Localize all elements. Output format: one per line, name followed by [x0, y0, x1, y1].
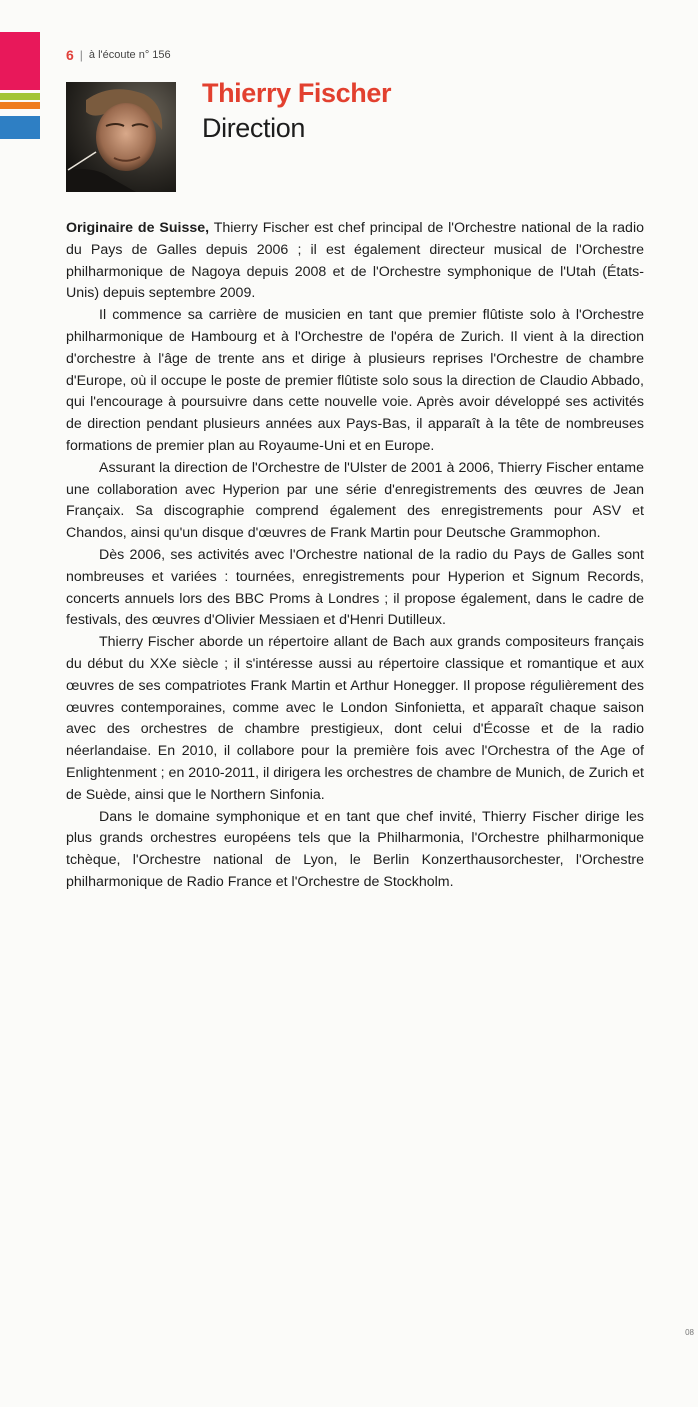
- color-stripe-pink: [0, 32, 40, 90]
- bio-paragraph-1-text: Thierry Fischer est chef principal de l'Orchestre national de la radio du Pays de Galles depuis 2006 ; il est également directeur musical de l'Orchestre philharmonique de Nagoya depuis 2008 et de l'Orchestre symphonique de l'Utah (États-Unis) depuis septembre 2009.: [66, 220, 644, 302]
- bio-paragraph-6: Dans le domaine symphonique et en tant que chef invité, Thierry Fischer dirige les plus grands orchestres européens tels que la Philharmonia, l'Orchestre philharmonique tchèque, l'Orchestre national de Lyon, le Berlin Konzerthausorchester, l'Orchestre philharmonique de Radio France et l'Orchestre de Stockholm.: [66, 808, 644, 890]
- margin-mark: 08: [685, 1328, 694, 1337]
- header-separator: |: [79, 48, 83, 62]
- bio-lead: Originaire de Suisse,: [66, 220, 210, 236]
- color-stripe-blue: [0, 116, 40, 139]
- artist-role: Direction: [202, 113, 305, 143]
- page-number: 6: [66, 47, 74, 63]
- artist-name: Thierry Fischer: [202, 78, 392, 108]
- bio-paragraph-5: Thierry Fischer aborde un répertoire allant de Bach aux grands compositeurs français du début du XXe siècle ; il s'intéresse aussi au répertoire classique et romantique et aux œuvres de ses compatriotes Frank Martin et Arthur Honegger. Il propose régulièrement des œuvres contemporaines, comme avec le London Sinfonietta, et apparaît chaque saison avec des orchestres de chambre prestigieux, dont celui d'Écosse et de la radio néerlandaise. En 2010, il collabore pour la première fois avec l'Orchestra of the Age of Enlightenment ; en 2010-2011, il dirigera les orchestres de chambre de Munich, de Zurich et de Suède, ainsi que le Northern Sinfonia.: [66, 634, 644, 803]
- publication-name: à l'écoute n° 156: [88, 49, 171, 61]
- color-stripe-orange: [0, 102, 40, 109]
- conductor-photo: [66, 82, 176, 192]
- running-header: [66, 47, 171, 63]
- bio-paragraph-2: Il commence sa carrière de musicien en tant que premier flûtiste solo à l'Orchestre philharmonique de Hambourg et à l'Orchestre de l'opéra de Zurich. Il vient à la direction d'orchestre à l'âge de trente ans et dirige à plusieurs reprises l'Orchestre de chambre d'Europe, où il occupe le poste de premier flûtiste solo sous la direction de Claudio Abbado, qui l'encourage à poursuivre dans cette nouvelle voie. Après avoir développé ses activités de direction pendant plusieurs années aux Pays-Bas, il apparaît à la tête de nombreuses formations de premier plan au Royaume-Uni et en Europe.: [66, 307, 644, 454]
- bio-paragraph-4: Dès 2006, ses activités avec l'Orchestre national de la radio du Pays de Galles sont nombreuses et variées : tournées, enregistrements pour Hyperion et Signum Records, concerts annuels lors des BBC Proms à Londres ; il propose également, dans le cadre de festivals, des œuvres d'Olivier Messiaen et d'Henri Dutilleux.: [66, 546, 644, 629]
- biography-text: [66, 218, 644, 894]
- bio-paragraph-3: Assurant la direction de l'Orchestre de l'Ulster de 2001 à 2006, Thierry Fischer entame une collaboration avec Hyperion par une série d'enregistrements des œuvres de Jean Françaix. Sa discographie comprend également des enregistrements pour ASV et Chandos, ainsi qu'un disque d'œuvres de Frank Martin pour Deutsche Grammophon.: [66, 459, 644, 542]
- color-stripe-lime: [0, 93, 40, 100]
- bio-paragraph-1: [66, 218, 644, 305]
